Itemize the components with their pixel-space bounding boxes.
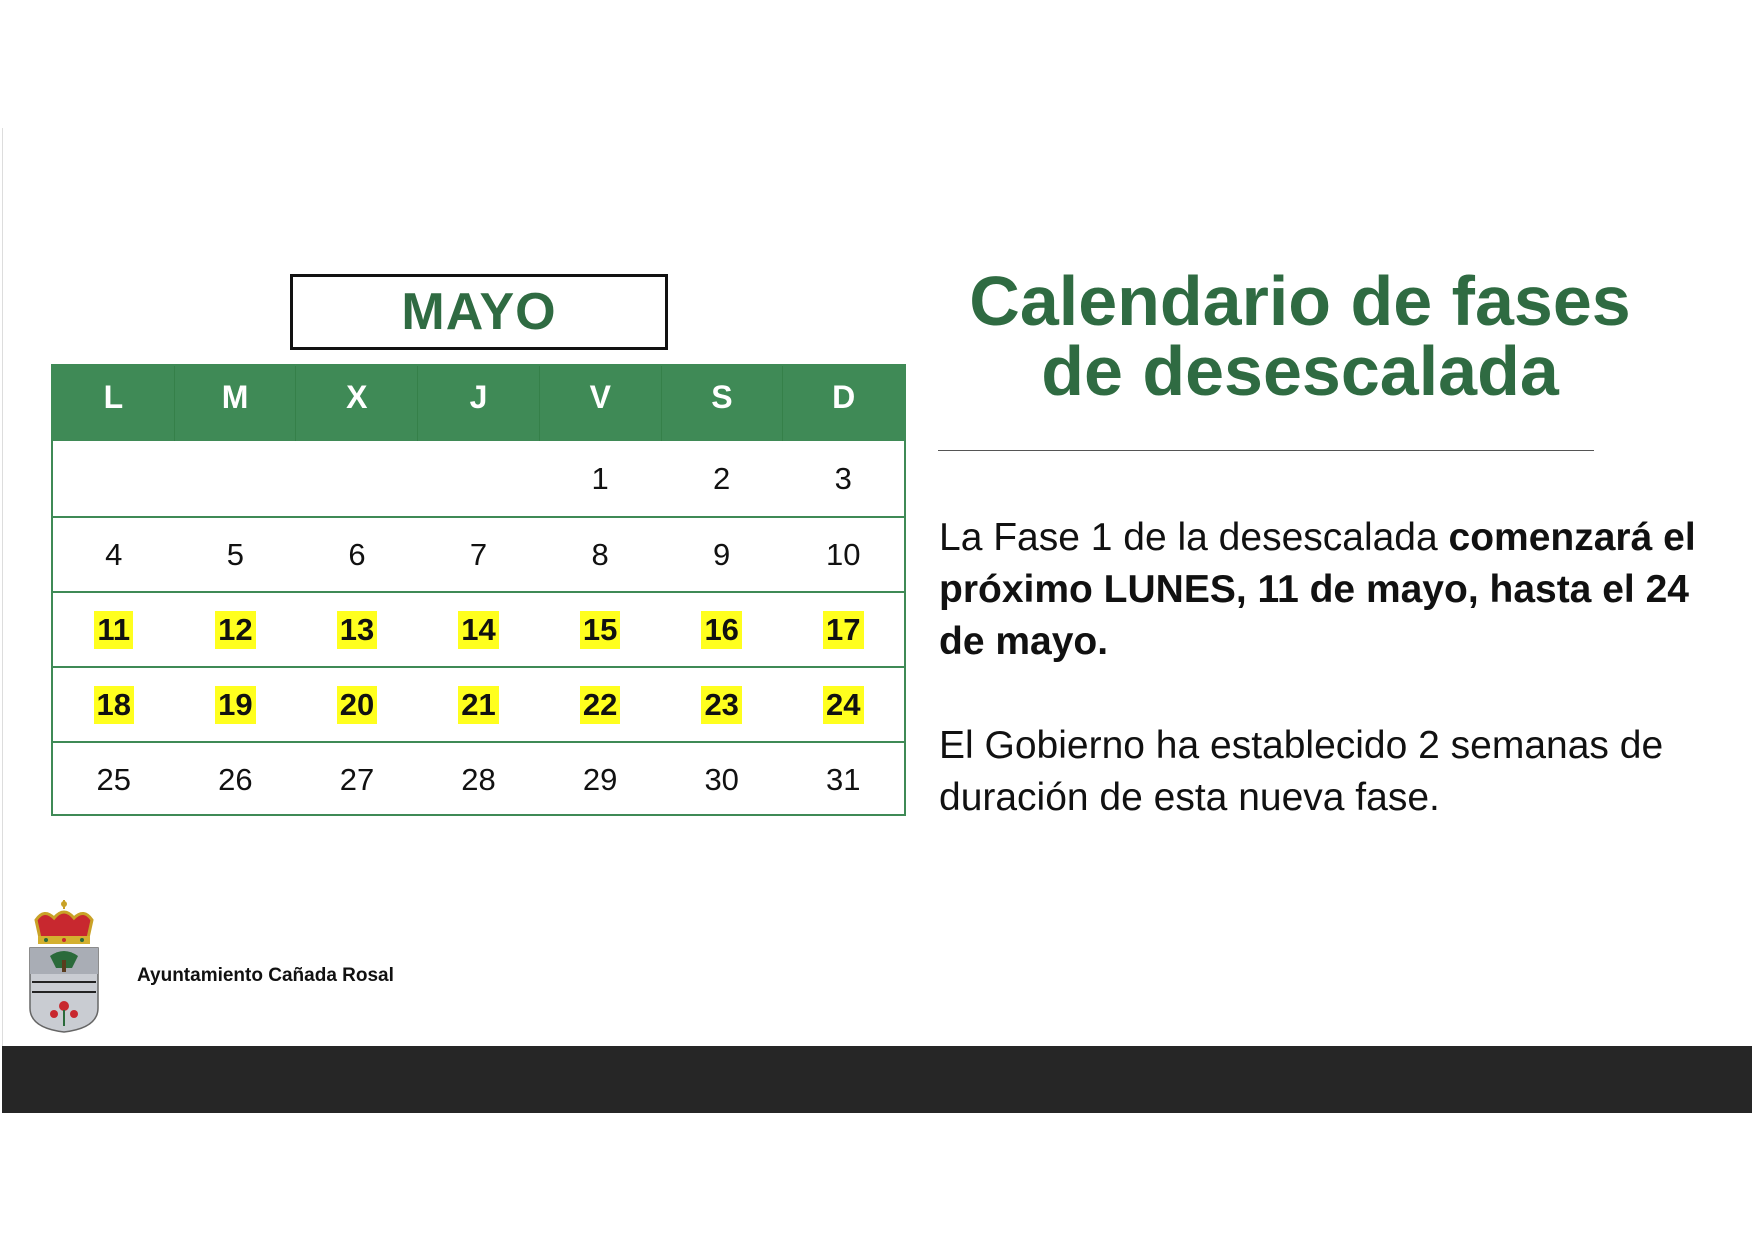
calendar-weeks <box>53 441 904 816</box>
highlighted-day-number: 16 <box>701 611 741 649</box>
day-number: 31 <box>826 761 861 797</box>
weekday-header: D <box>832 379 856 415</box>
weekday-header: M <box>175 366 297 441</box>
calendar-day-cell <box>296 668 418 741</box>
calendar-day-cell <box>53 518 175 591</box>
calendar-day-cell <box>661 441 783 516</box>
title-line-1: Calendario de fases <box>969 262 1631 340</box>
day-number: 4 <box>105 536 123 572</box>
highlighted-day-number: 15 <box>580 611 620 649</box>
highlighted-day-number: 20 <box>337 686 377 724</box>
calendar-day-cell <box>418 593 540 666</box>
calendar-day-cell <box>539 441 661 516</box>
calendar-day-cell <box>782 743 904 816</box>
calendar-day-cell <box>782 668 904 741</box>
calendar-day-cell <box>296 743 418 816</box>
day-number: 28 <box>461 761 496 797</box>
calendar-day-cell <box>296 441 418 516</box>
calendar-week-row <box>53 516 904 591</box>
calendar-day-cell <box>661 743 783 816</box>
calendar-day-cell <box>53 593 175 666</box>
weekday-header: L <box>53 366 175 441</box>
calendar-week-row <box>53 741 904 816</box>
day-number: 5 <box>226 536 244 572</box>
calendar-day-cell <box>175 518 297 591</box>
organization-name: Ayuntamiento Cañada Rosal <box>137 965 394 986</box>
day-number: 6 <box>348 536 366 572</box>
day-number: 3 <box>834 460 852 496</box>
highlighted-day-number: 11 <box>94 611 133 649</box>
municipal-coat-of-arms-icon <box>28 898 100 1034</box>
calendar-day-cell <box>539 743 661 816</box>
calendar-day-cell <box>539 518 661 591</box>
day-number: 2 <box>713 460 731 496</box>
calendar-day-cell <box>53 668 175 741</box>
highlighted-day-number: 14 <box>458 611 498 649</box>
calendar-header-row <box>53 366 904 441</box>
day-number: 8 <box>591 536 609 572</box>
calendar-day-cell <box>175 743 297 816</box>
calendar-day-cell <box>175 668 297 741</box>
highlighted-day-number: 21 <box>458 686 498 724</box>
highlighted-day-number: 24 <box>823 686 863 724</box>
calendar-day-cell <box>661 668 783 741</box>
calendar-week-row <box>53 591 904 666</box>
calendar-day-cell <box>418 668 540 741</box>
title-line-2: de desescalada <box>1041 332 1559 410</box>
calendar-day-cell <box>539 668 661 741</box>
calendar-day-cell <box>175 593 297 666</box>
announcement-text: La Fase 1 de la desescalada <box>939 516 1438 559</box>
calendar-day-cell <box>175 441 297 516</box>
weekday-header: V <box>540 366 662 441</box>
weekday-header: S <box>662 366 784 441</box>
calendar-week-row <box>53 666 904 741</box>
calendar-day-cell <box>661 518 783 591</box>
day-number: 10 <box>826 536 861 572</box>
calendar-week-row <box>53 441 904 516</box>
day-number: 7 <box>469 536 488 572</box>
title-divider <box>938 450 1594 451</box>
calendar-day-cell <box>782 593 904 666</box>
calendar-day-cell <box>53 441 175 516</box>
day-number: 1 <box>591 460 609 496</box>
highlighted-day-number: 13 <box>337 611 377 649</box>
highlighted-day-number: 18 <box>94 686 134 724</box>
duration-note: El Gobierno ha establecido 2 semanas de duración de esta nueva fase. <box>939 724 1664 819</box>
day-number: 26 <box>218 761 253 797</box>
calendar-day-cell <box>782 441 904 516</box>
day-number: 30 <box>704 761 739 797</box>
day-number: 29 <box>582 761 618 797</box>
highlighted-day-number: 23 <box>701 686 741 724</box>
footer-bar <box>2 1046 1752 1113</box>
day-number: 25 <box>96 761 132 797</box>
day-number: 9 <box>713 536 731 572</box>
calendar-day-cell <box>296 518 418 591</box>
calendar-day-cell <box>418 518 540 591</box>
highlighted-day-number: 17 <box>823 611 863 649</box>
calendar-day-cell <box>782 518 904 591</box>
calendar-day-cell <box>53 743 175 816</box>
weekday-header: X <box>296 366 418 441</box>
calendar-day-cell <box>296 593 418 666</box>
page-edge-line <box>2 128 3 1113</box>
highlighted-day-number: 12 <box>215 611 255 649</box>
highlighted-day-number: 22 <box>580 686 620 724</box>
calendar-day-cell <box>661 593 783 666</box>
highlighted-day-number: 19 <box>215 686 255 724</box>
phase-announcement <box>939 512 1699 668</box>
month-label: MAYO <box>290 274 668 350</box>
announcement-bold-text: comenzará el próximo LUNES, 11 de mayo, hasta el 24 de mayo. <box>939 516 1696 663</box>
calendar-grid <box>51 364 906 816</box>
page-title <box>920 262 1680 410</box>
calendar-day-cell <box>418 441 540 516</box>
day-number: 27 <box>339 761 375 797</box>
weekday-header: J <box>418 366 540 441</box>
calendar-day-cell <box>418 743 540 816</box>
calendar-day-cell <box>539 593 661 666</box>
